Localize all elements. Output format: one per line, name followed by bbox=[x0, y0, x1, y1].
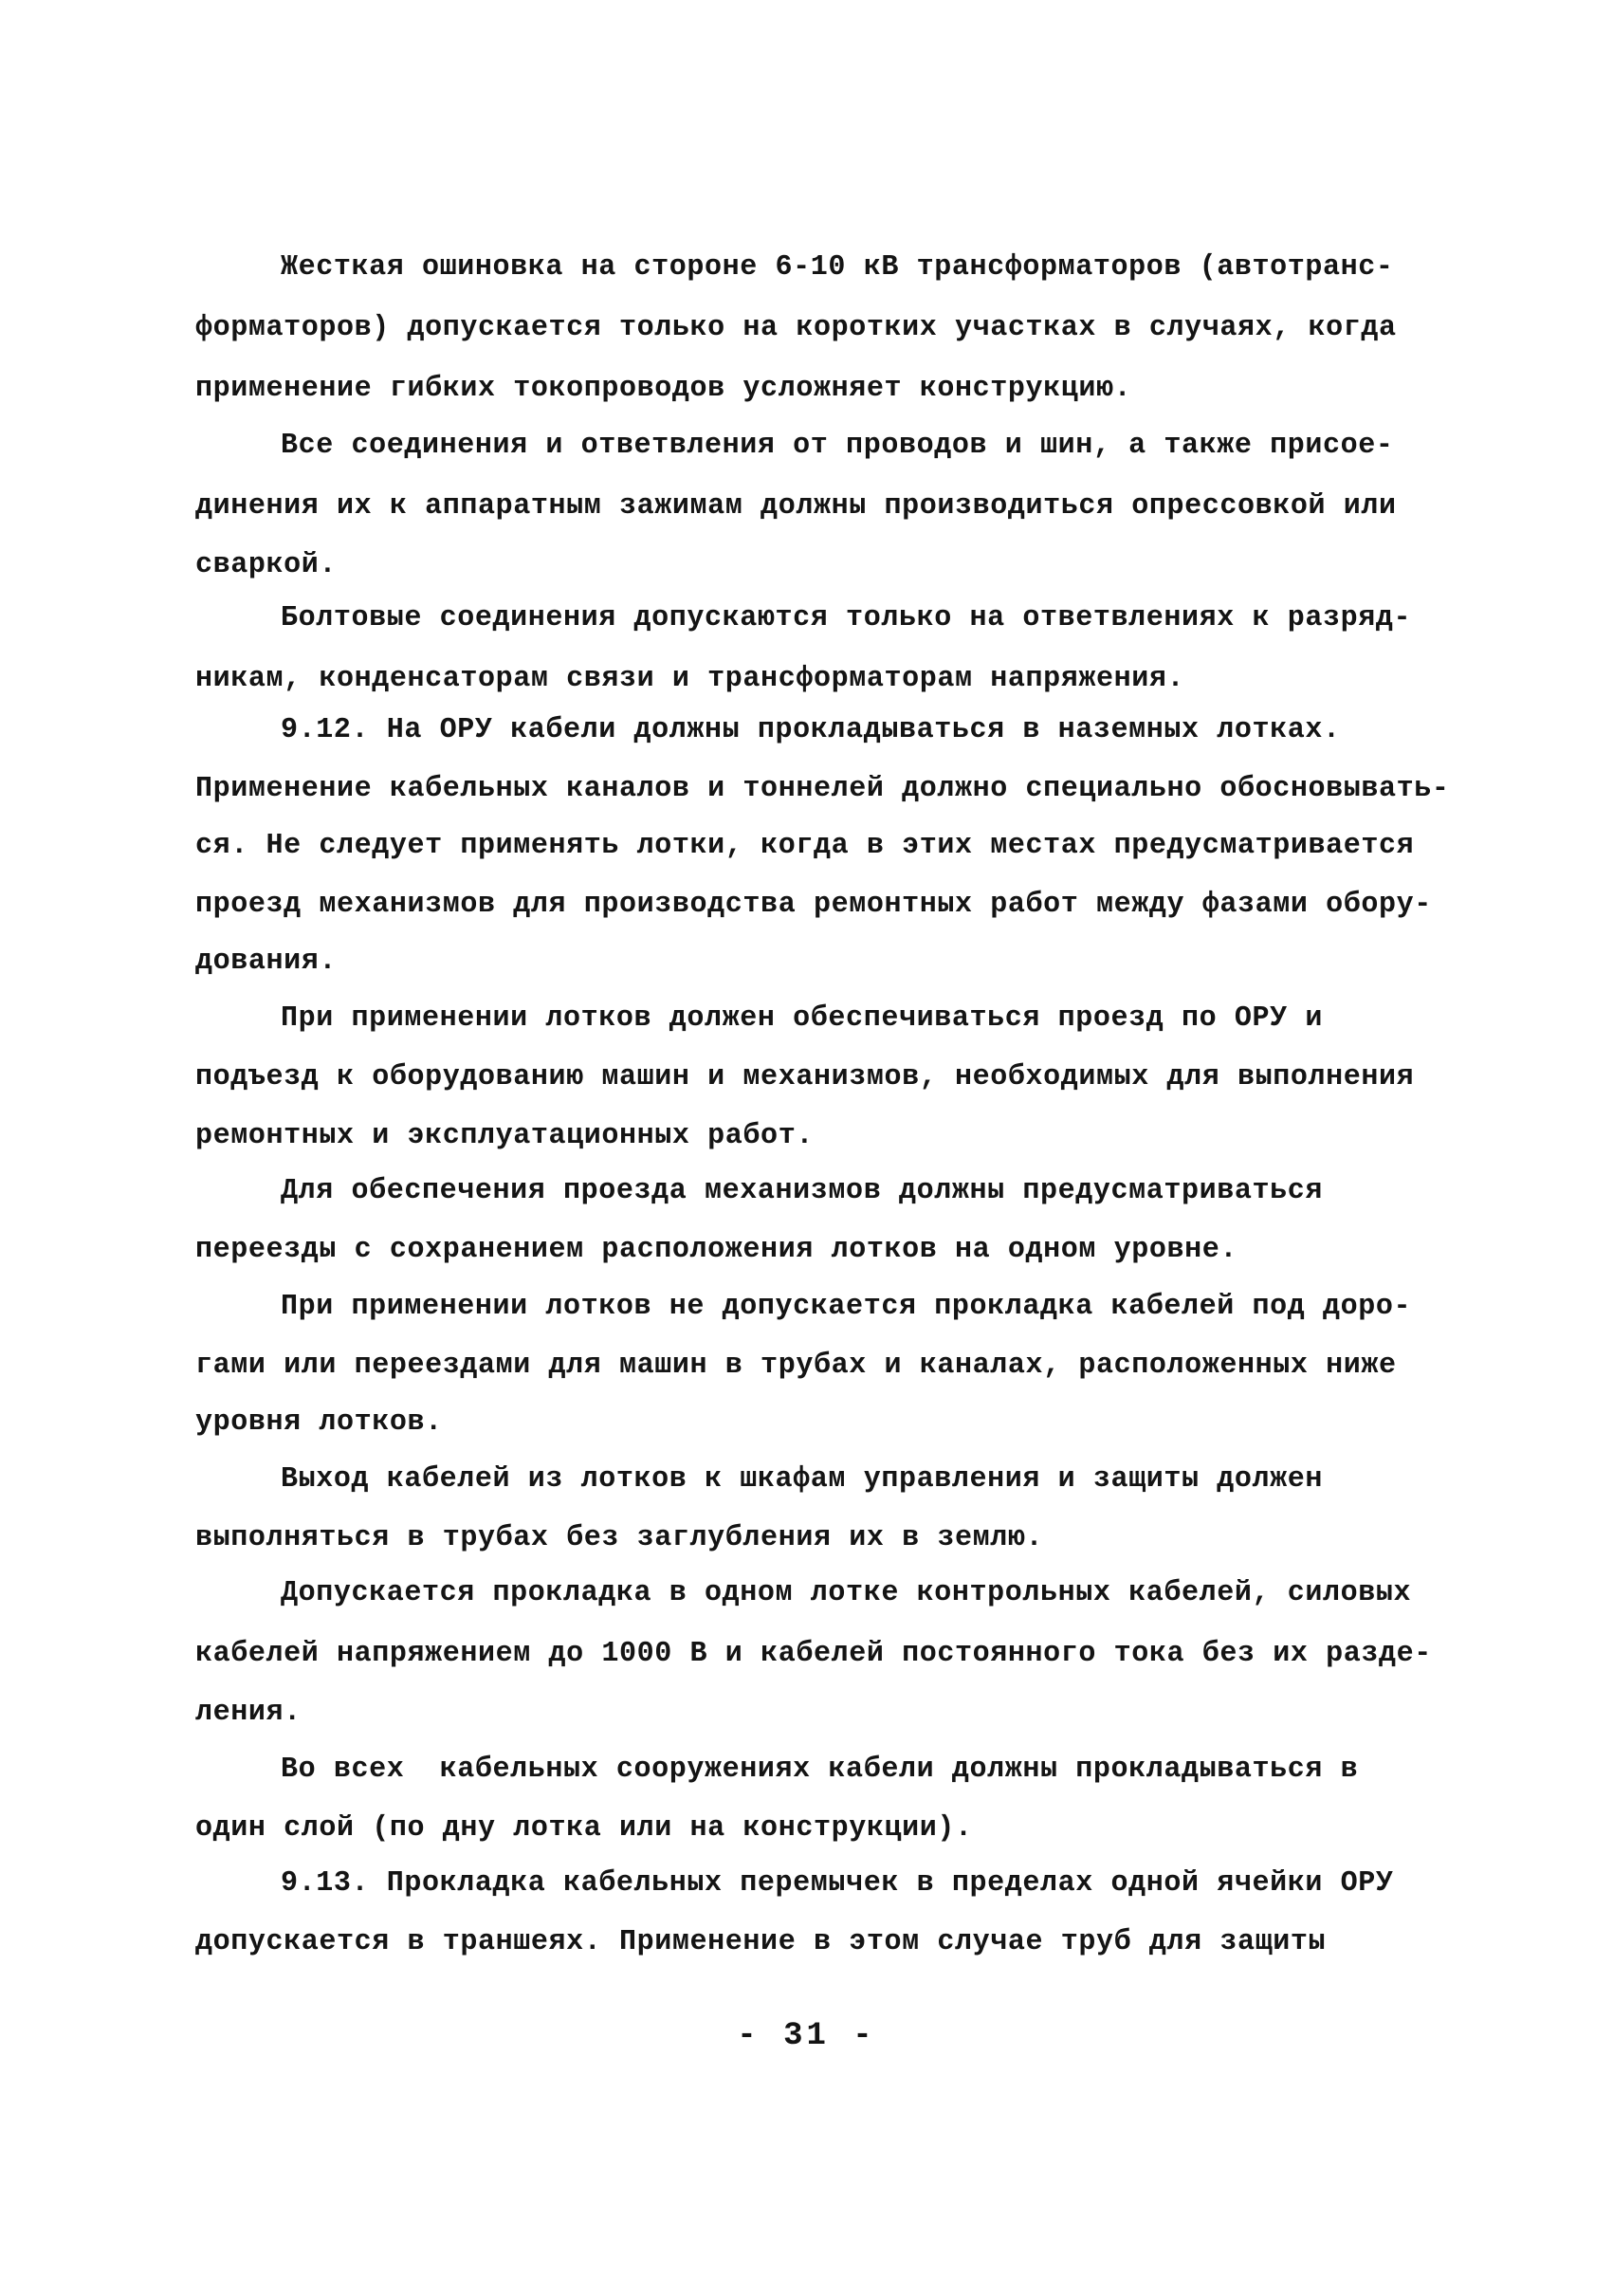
text-line: динения их к аппаратным зажимам должны производиться опрессовкой или bbox=[195, 489, 1397, 523]
text-line: переезды с сохранением расположения лотков на одном уровне. bbox=[195, 1233, 1237, 1266]
text-line: При применении лотков не допускается прокладка кабелей под доро- bbox=[281, 1290, 1412, 1323]
text-line: дования. bbox=[195, 945, 338, 978]
page-number: - 31 - bbox=[737, 2018, 876, 2054]
text-line: один слой (по дну лотка или на конструкции). bbox=[195, 1811, 973, 1845]
text-line: гами или переездами для машин в трубах и каналах, расположенных ниже bbox=[195, 1349, 1397, 1382]
text-line: Для обеспечения проезда механизмов должны предусматриваться bbox=[281, 1174, 1323, 1207]
text-line: ся. Не следует применять лотки, когда в этих местах предусматривается bbox=[195, 829, 1415, 862]
text-line: Болтовые соединения допускаются только на ответвлениях к разряд- bbox=[281, 601, 1412, 634]
text-line: Жесткая ошиновка на стороне 6-10 кВ трансформаторов (автотранс- bbox=[281, 250, 1394, 284]
text-line: 9.13. Прокладка кабельных перемычек в пределах одной ячейки ОРУ bbox=[281, 1866, 1394, 1900]
text-line: никам, конденсаторам связи и трансформаторам напряжения. bbox=[195, 662, 1185, 695]
text-line: форматоров) допускается только на коротких участках в случаях, когда bbox=[195, 311, 1397, 344]
text-line: Все соединения и ответвления от проводов и шин, а также присое- bbox=[281, 429, 1394, 462]
text-line: Применение кабельных каналов и тоннелей должно специально обосновывать- bbox=[195, 772, 1450, 805]
text-line: При применении лотков должен обеспечиваться проезд по ОРУ и bbox=[281, 1001, 1323, 1035]
text-line: уровня лотков. bbox=[195, 1405, 443, 1439]
text-line: проезд механизмов для производства ремонтных работ между фазами обору- bbox=[195, 888, 1432, 921]
text-line: подъезд к оборудованию машин и механизмов, необходимых для выполнения bbox=[195, 1060, 1415, 1093]
text-line: кабелей напряжением до 1000 В и кабелей постоянного тока без их разде- bbox=[195, 1637, 1432, 1670]
text-line: ления. bbox=[195, 1696, 302, 1729]
text-line: сваркой. bbox=[195, 548, 338, 581]
text-line: 9.12. На ОРУ кабели должны прокладываться в наземных лотках. bbox=[281, 713, 1341, 746]
text-line: допускается в траншеях. Применение в этом случае труб для защиты bbox=[195, 1925, 1327, 1958]
text-line: выполняться в трубах без заглубления их в землю. bbox=[195, 1521, 1044, 1554]
text-line: ремонтных и эксплуатационных работ. bbox=[195, 1119, 814, 1152]
text-line: Во всех кабельных сооружениях кабели должны прокладываться в bbox=[281, 1753, 1359, 1786]
text-line: Выход кабелей из лотков к шкафам управления и защиты должен bbox=[281, 1462, 1323, 1496]
text-line: применение гибких токопроводов усложняет конструкцию. bbox=[195, 372, 1132, 405]
text-line: Допускается прокладка в одном лотке контрольных кабелей, силовых bbox=[281, 1576, 1412, 1609]
